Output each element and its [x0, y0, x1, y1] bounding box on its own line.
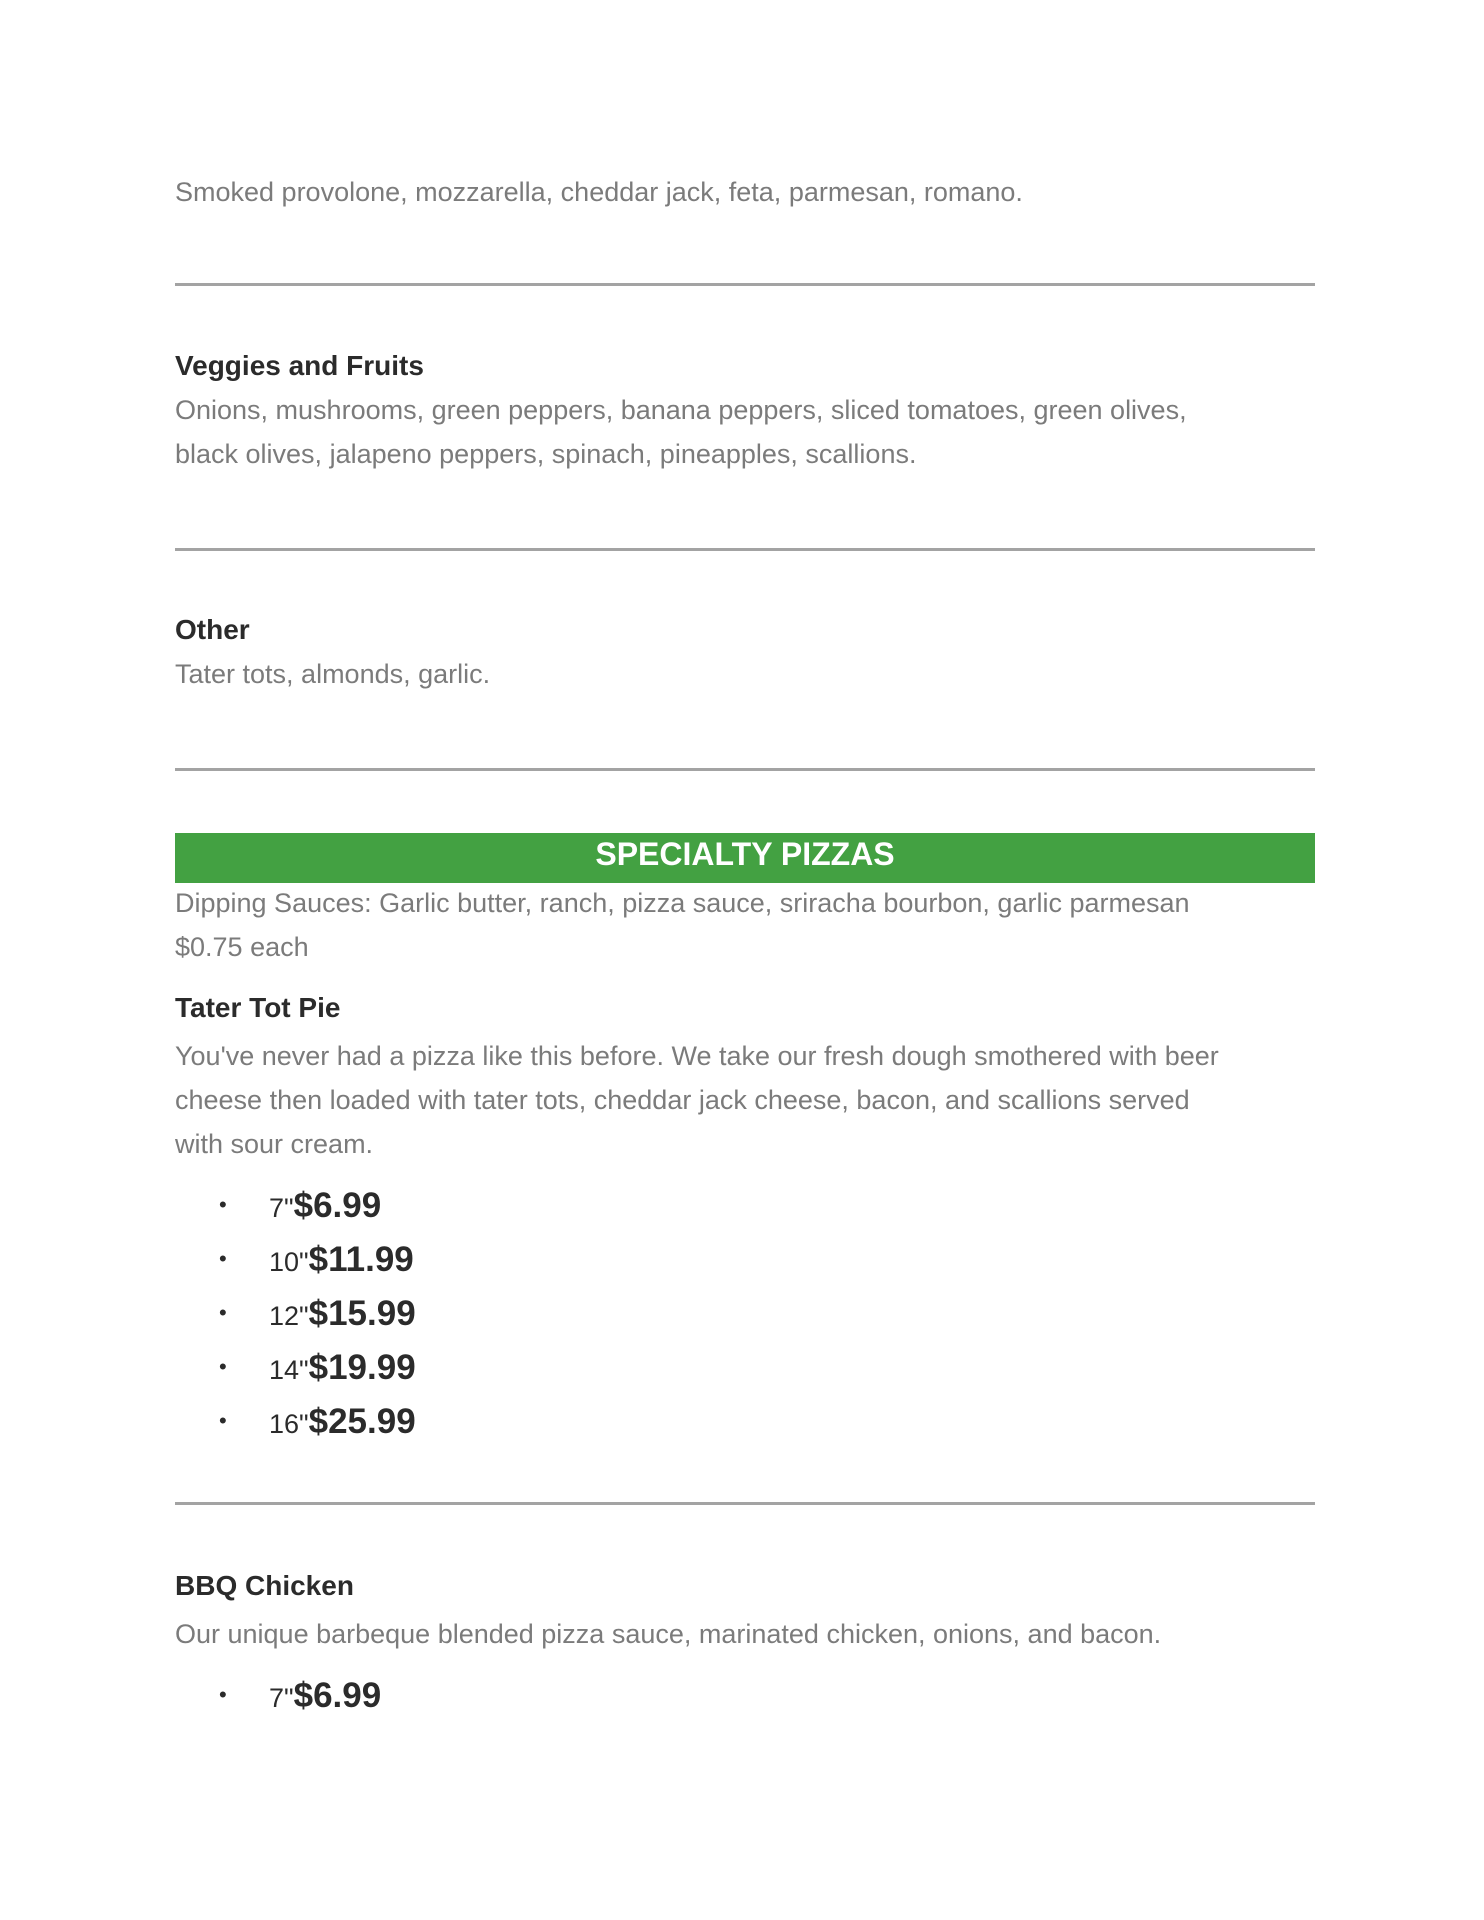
bbq-chicken-description: Our unique barbeque blended pizza sauce, marinated chicken, onions, and bacon.: [175, 1619, 1162, 1649]
veggies-description-line1: Onions, mushrooms, green peppers, banana peppers, sliced tomatoes, green olives,: [175, 395, 1187, 425]
size-label: 7": [269, 1193, 294, 1223]
price-value: $6.99: [293, 1676, 382, 1715]
divider: [175, 1502, 1315, 1505]
price-value: $11.99: [308, 1240, 414, 1279]
size-label: 16": [269, 1409, 309, 1439]
cheese-section: [175, 170, 1315, 214]
divider: [175, 283, 1315, 286]
bbq-chicken-price-list: [175, 1676, 1315, 1730]
bbq-chicken-title: BBQ Chicken: [175, 1570, 354, 1601]
bullet-icon: •: [219, 1408, 227, 1433]
bullet-icon: •: [219, 1192, 227, 1217]
price-value: $25.99: [308, 1402, 416, 1441]
size-label: 10": [269, 1247, 309, 1277]
price-item: [175, 1348, 1315, 1402]
divider: [175, 548, 1315, 551]
other-description: Tater tots, almonds, garlic.: [175, 659, 491, 689]
dipping-sauces-line1: Dipping Sauces: Garlic butter, ranch, pizza sauce, sriracha bourbon, garlic parmesan: [175, 888, 1190, 918]
other-title: Other: [175, 614, 250, 645]
bbq-chicken-section: [175, 1568, 1315, 1730]
bullet-icon: •: [219, 1300, 227, 1325]
tater-tot-pie-price-list: [175, 1186, 1315, 1456]
size-label: 7": [269, 1683, 294, 1713]
price-value: $19.99: [308, 1348, 416, 1387]
cheese-description: Smoked provolone, mozzarella, cheddar jack, feta, parmesan, romano.: [175, 177, 1023, 207]
bullet-icon: •: [219, 1354, 227, 1379]
tater-tot-pie-description-line2: cheese then loaded with tater tots, cheddar jack cheese, bacon, and scallions served: [175, 1085, 1190, 1115]
veggies-title: Veggies and Fruits: [175, 350, 424, 381]
dipping-sauces-note: [175, 881, 1315, 969]
specialty-pizzas-banner: SPECIALTY PIZZAS: [175, 833, 1315, 883]
price-value: $6.99: [293, 1186, 382, 1225]
tater-tot-pie-section: [175, 990, 1315, 1456]
price-item: [175, 1186, 1315, 1240]
dipping-sauces-line2: $0.75 each: [175, 932, 309, 962]
tater-tot-pie-title: Tater Tot Pie: [175, 992, 341, 1023]
bullet-icon: •: [219, 1246, 227, 1271]
tater-tot-pie-description-line3: with sour cream.: [175, 1129, 374, 1159]
other-section: [175, 612, 1315, 696]
price-item: [175, 1402, 1315, 1456]
price-item: [175, 1240, 1315, 1294]
size-label: 12": [269, 1301, 309, 1331]
size-label: 14": [269, 1355, 309, 1385]
price-value: $15.99: [308, 1294, 416, 1333]
divider: [175, 768, 1315, 771]
veggies-description-line2: black olives, jalapeno peppers, spinach, pineapples, scallions.: [175, 439, 917, 469]
bullet-icon: •: [219, 1682, 227, 1707]
veggies-section: [175, 348, 1315, 476]
price-item: [175, 1676, 1315, 1730]
price-item: [175, 1294, 1315, 1348]
tater-tot-pie-description-line1: You've never had a pizza like this before. We take our fresh dough smothered with beer: [175, 1041, 1219, 1071]
